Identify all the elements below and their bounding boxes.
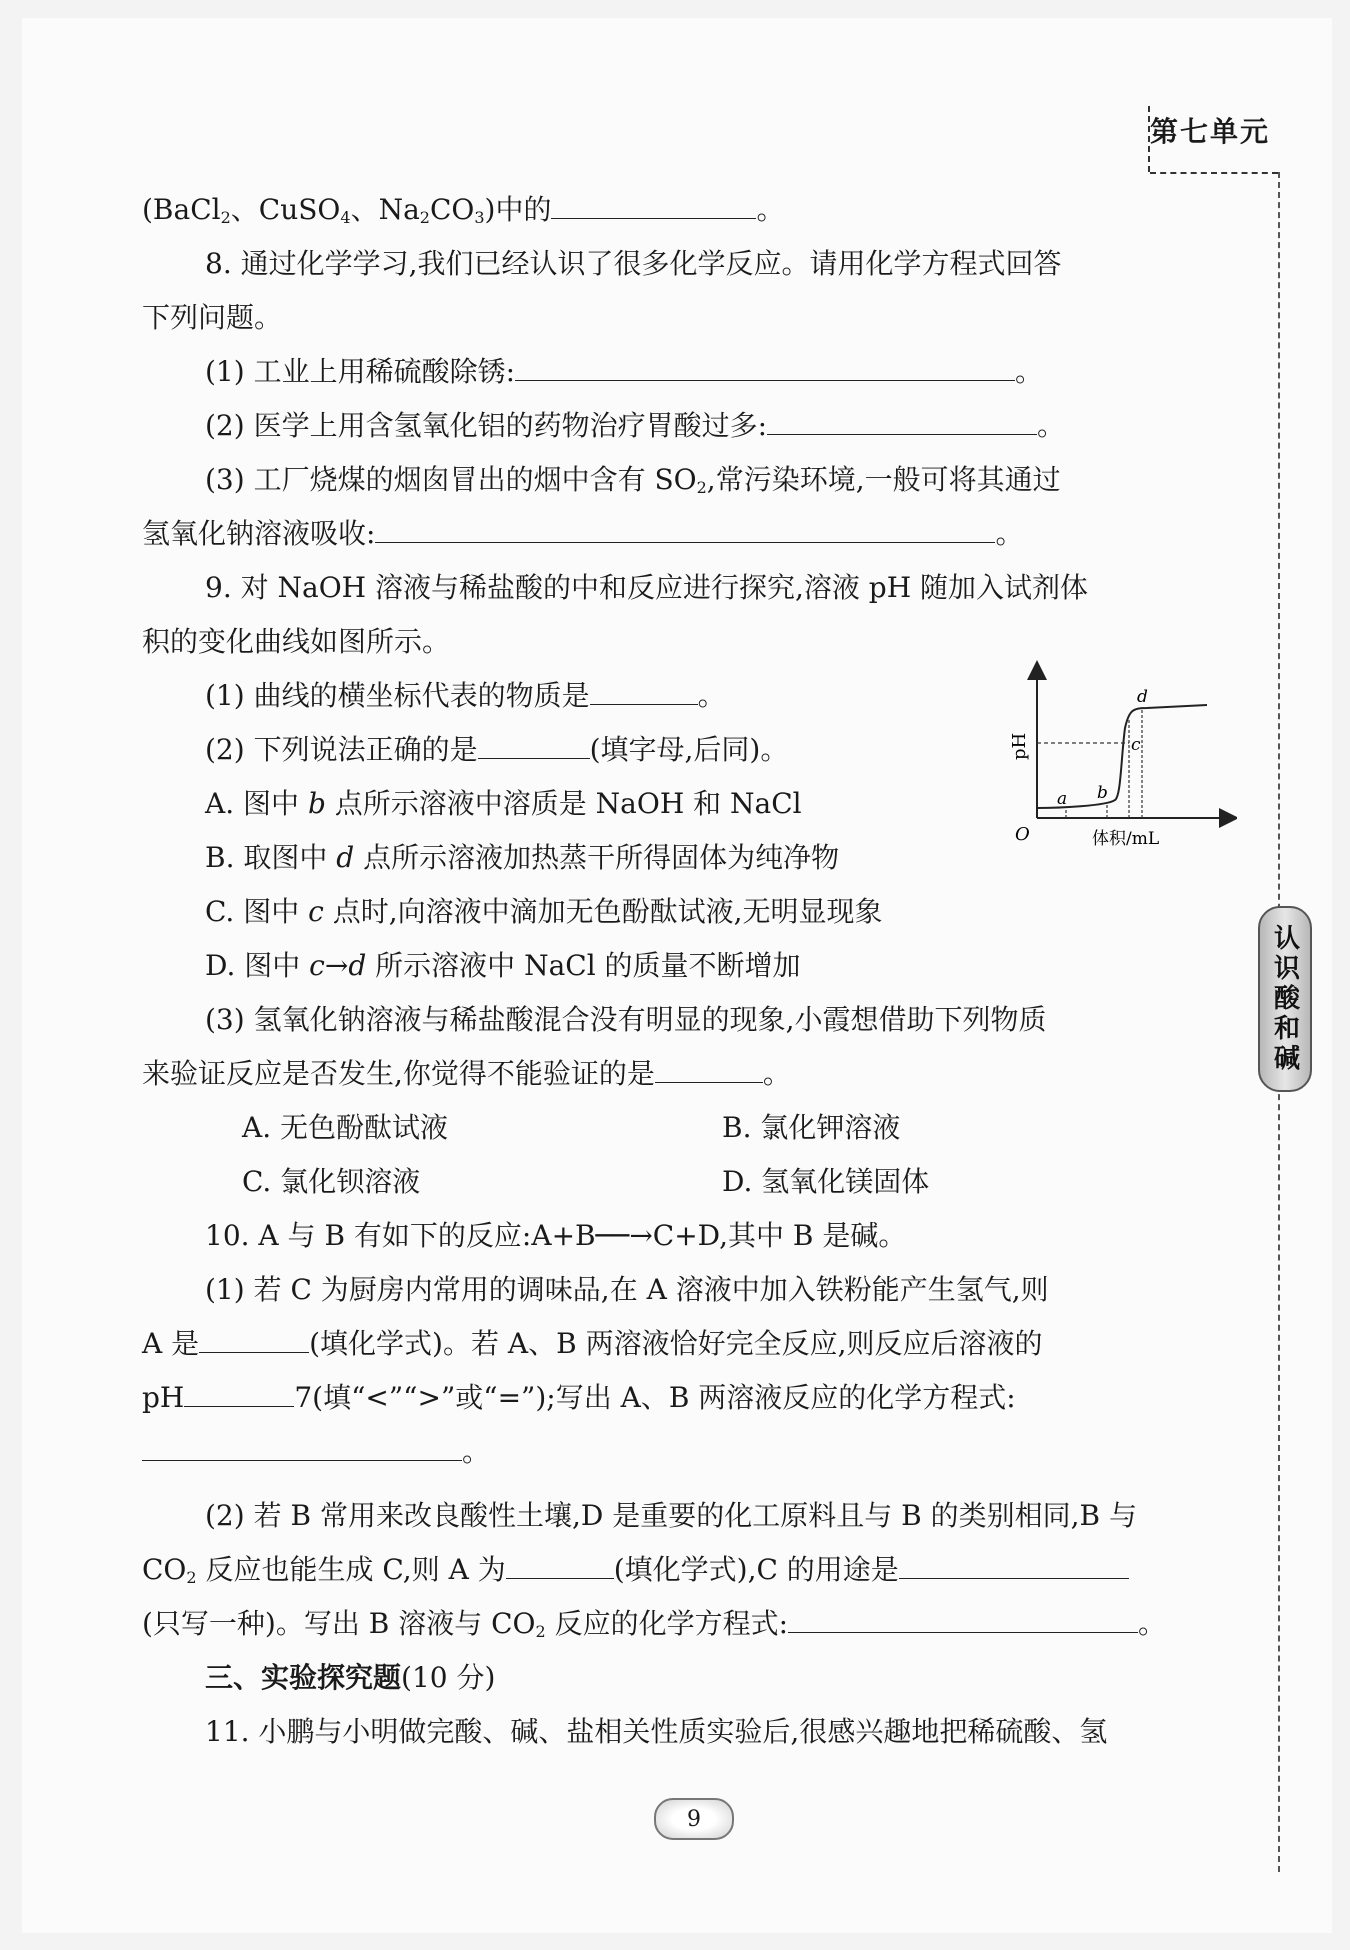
answer-blank[interactable] [142,1432,462,1461]
unit-header: 第七单元 [1150,115,1271,148]
q10-part-2-cont-2: (只写一种)。写出 B 溶液与 $CO_2$ 反应的化学方程式: 。 [142,1604,1166,1652]
q10-part-1-cont-2: pH 7(填“<”“>”或“=”);写出 A、B 两溶液反应的化学方程式: [142,1378,1016,1418]
point-d-label: d [1137,687,1148,707]
q10-part-1: (1) 若 C 为厨房内常用的调味品,在 A 溶液中加入铁粉能产生氢气,则 [205,1273,1049,1306]
page-number: 9 [654,1798,734,1840]
section-heading: 三、实验探究题(10 分) [205,1661,496,1694]
q8-stem-2: 下列问题。 [142,301,283,334]
point-b-label: b [1097,783,1108,803]
q9-stem-2: 积的变化曲线如图所示。 [142,625,451,658]
answer-blank[interactable] [478,730,590,759]
side-tab-label: 认识酸和碱 [1269,924,1300,1074]
header-rule [1150,172,1278,174]
choice-c: C. 氯化钡溶液 [242,1165,421,1198]
q9-option-c: C. 图中 c 点时,向溶液中滴加无色酚酞试液,无明显现象 [205,895,883,928]
q10-stem: 10. A 与 B 有如下的反应:A+B──→C+D,其中 B 是碱。 [205,1219,907,1252]
q9-part-3: (3) 氢氧化钠溶液与稀盐酸混合没有明显的现象,小霞想借助下列物质 [205,1003,1047,1036]
ph-curve-graph [1007,658,1237,858]
q8-stem: 8. 通过化学学习,我们已经认识了很多化学反应。请用化学方程式回答 [205,247,1062,280]
x-axis-label: 体积/mL [1092,829,1160,849]
q9-stem: 9. 对 NaOH 溶液与稀盐酸的中和反应进行探究,溶液 pH 随加入试剂体 [205,571,1089,604]
answer-blank[interactable] [184,1378,294,1407]
answer-blank[interactable] [551,190,756,219]
q9-option-d: D. 图中 c→d 所示溶液中 NaCl 的质量不断增加 [205,949,801,982]
q8-part-3-cont: 氢氧化钠溶液吸收: 。 [142,514,1023,554]
q10-part-1-cont-3: 。 [142,1432,490,1472]
chapter-side-tab [1258,906,1312,1092]
q9-option-b: B. 取图中 d 点所示溶液加热蒸干所得固体为纯净物 [205,841,840,874]
point-a-label: a [1057,789,1068,809]
q10-part-1-cont: A 是 (填化学式)。若 A、B 两溶液恰好完全反应,则反应后溶液的 [142,1324,1042,1364]
origin-label: O [1015,824,1030,845]
q9-part-1: (1) 曲线的横坐标代表的物质是 。 [205,676,726,716]
q9-part-3-cont: 来验证反应是否发生,你觉得不能验证的是 。 [142,1054,791,1094]
q11-stem: 11. 小鹏与小明做完酸、碱、盐相关性质实验后,很感兴趣地把稀硫酸、氢 [205,1715,1108,1748]
q10-part-2: (2) 若 B 常用来改良酸性土壤,D 是重要的化工原料且与 B 的类别相同,B 与 [205,1499,1137,1532]
q7-continuation: (BaCl$_2$、CuSO$_4$、$Na_2CO_3$)中的 。 [142,190,784,238]
q8-part-2: (2) 医学上用含氢氧化铝的药物治疗胃酸过多: 。 [205,406,1065,446]
q9-part-2: (2) 下列说法正确的是 (填字母,后同)。 [205,730,788,770]
choice-d: D. 氢氧化镁固体 [722,1165,930,1198]
point-c-label: c [1131,735,1141,755]
choice-b: B. 氯化钾溶液 [722,1111,901,1144]
answer-blank[interactable] [375,514,995,543]
answer-blank[interactable] [788,1604,1138,1633]
document-page [22,18,1332,1933]
q9-option-a: A. 图中 b 点所示溶液中溶质是 NaOH 和 NaCl [205,787,802,820]
answer-blank[interactable] [590,676,698,705]
answer-blank[interactable] [199,1324,309,1353]
choice-a: A. 无色酚酞试液 [242,1111,449,1144]
answer-blank[interactable] [515,352,1015,381]
answer-blank[interactable] [506,1550,614,1579]
y-axis-label: pH [1009,732,1030,760]
q8-part-3: (3) 工厂烧煤的烟囱冒出的烟中含有 $SO_2$,常污染环境,一般可将其通过 [205,463,1061,497]
answer-blank[interactable] [655,1054,763,1083]
answer-blank[interactable] [899,1550,1129,1579]
answer-blank[interactable] [767,406,1037,435]
q10-part-2-cont: $CO_2$ 反应也能生成 C,则 A 为 (填化学式),C 的用途是 [142,1550,1129,1598]
q8-part-1: (1) 工业上用稀硫酸除锈: 。 [205,352,1043,392]
